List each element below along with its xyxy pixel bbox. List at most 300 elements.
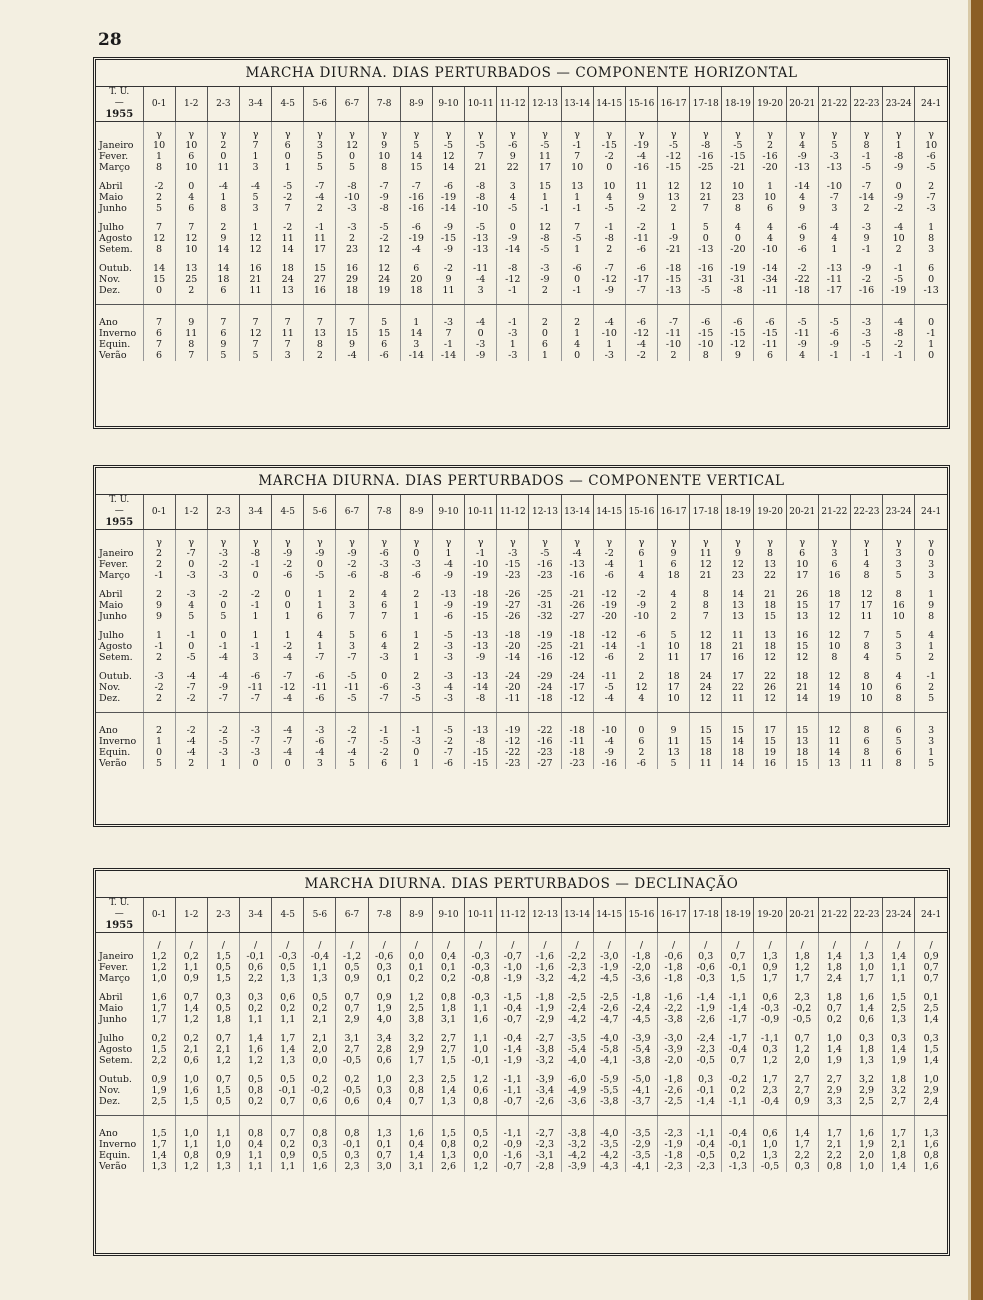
data-cell: -4	[272, 747, 304, 758]
spacer-cell	[690, 704, 722, 713]
data-cell: 5	[143, 203, 175, 214]
data-cell: -1,6	[529, 951, 561, 962]
row-label: Setem.	[96, 244, 143, 255]
data-cell: 5	[658, 630, 690, 641]
data-cell: -0,5	[786, 1014, 818, 1025]
data-cell: 18	[786, 671, 818, 682]
data-cell: -19	[593, 600, 625, 611]
data-cell: 13	[658, 747, 690, 758]
data-cell: 4	[850, 652, 882, 663]
spacer-cell	[754, 305, 786, 318]
data-cell: -7	[239, 736, 271, 747]
data-cell: 0,5	[239, 1074, 271, 1085]
data-cell: -3	[497, 350, 529, 361]
data-cell: 12	[432, 151, 464, 162]
data-cell: 3	[497, 181, 529, 192]
data-cell: 2,7	[786, 1085, 818, 1096]
data-cell: -9	[272, 548, 304, 559]
data-cell: -11	[465, 263, 497, 274]
spacer-cell	[368, 296, 400, 305]
data-cell: -4	[400, 244, 432, 255]
data-cell: -21	[722, 162, 754, 173]
data-cell: 22	[497, 162, 529, 173]
data-cell: -2	[883, 339, 915, 350]
spacer-cell	[304, 713, 336, 726]
data-cell: -24	[497, 671, 529, 682]
data-cell: 5	[883, 570, 915, 581]
data-cell: -34	[754, 274, 786, 285]
data-cell: 6	[272, 140, 304, 151]
header-tu-year	[96, 898, 143, 933]
data-cell: 3,1	[336, 1033, 368, 1044]
data-cell: -0,1	[239, 951, 271, 962]
unit-cell: /	[529, 933, 561, 952]
data-cell: -6	[926, 151, 936, 162]
data-cell: 18	[754, 641, 786, 652]
data-cell: 1,4	[786, 1128, 818, 1139]
data-cell: -1,7	[722, 1014, 754, 1025]
data-cell: -14	[786, 181, 818, 192]
data-cell: -2,5	[593, 992, 625, 1003]
data-cell: -0,8	[465, 973, 497, 984]
data-cell: -4,2	[561, 1150, 593, 1161]
data-cell: -3	[432, 317, 464, 328]
data-cell: -2,4	[690, 1033, 722, 1044]
spacer-cell	[368, 1066, 400, 1074]
data-cell: 3	[883, 559, 915, 570]
spacer-cell	[400, 984, 432, 992]
data-cell: -7	[658, 317, 690, 328]
data-cell: 8	[207, 203, 239, 214]
data-cell: 1	[304, 641, 336, 652]
data-cell: 0,6	[850, 1014, 882, 1025]
data-cell: -10	[658, 339, 690, 350]
spacer-cell	[400, 704, 432, 713]
spacer-cell	[850, 214, 882, 222]
data-cell: 1,3	[923, 1128, 939, 1139]
spacer-cell	[432, 305, 464, 318]
data-cell: 1,6	[239, 1044, 271, 1055]
data-cell: 2	[658, 611, 690, 622]
spacer-cell	[465, 1107, 497, 1116]
data-cell: 14	[207, 244, 239, 255]
data-cell: -6	[497, 140, 529, 151]
data-cell: 9	[786, 233, 818, 244]
spacer-cell	[561, 173, 593, 181]
data-cell: 2	[593, 244, 625, 255]
data-cell: 0,3	[207, 992, 239, 1003]
data-cell: 2	[336, 589, 368, 600]
data-cell: 2,4	[923, 1096, 939, 1107]
data-cell: 3	[304, 758, 336, 769]
spacer-cell	[786, 581, 818, 589]
data-cell: -3	[850, 328, 882, 339]
data-cell: 7	[272, 317, 304, 328]
data-cell: 2,2	[818, 1150, 850, 1161]
row-label: Nov.	[96, 1085, 143, 1096]
data-cell: -3	[432, 641, 464, 652]
data-cell: -5	[336, 671, 368, 682]
data-cell: 0,2	[175, 1033, 207, 1044]
data-cell: 3	[928, 725, 935, 736]
data-cell: 8	[690, 350, 722, 361]
data-cell: 5	[336, 630, 368, 641]
spacer-cell	[850, 296, 882, 305]
spacer-cell	[625, 1066, 657, 1074]
data-cell: -1,8	[625, 951, 657, 962]
row-label: Nov.	[96, 682, 143, 693]
spacer-cell	[207, 305, 239, 318]
data-cell: -2	[143, 181, 175, 192]
data-cell: 1,0	[175, 1128, 207, 1139]
data-cell: 0,8	[304, 1128, 336, 1139]
data-cell: 0	[304, 559, 336, 570]
data-cell: -8	[465, 693, 497, 704]
data-cell: 8	[850, 725, 882, 736]
hour-header: 9-10	[432, 898, 464, 933]
spacer-cell	[915, 713, 947, 726]
data-cell: 1,7	[786, 973, 818, 984]
data-cell: -4,7	[593, 1014, 625, 1025]
data-cell: 8	[928, 611, 935, 622]
book-spine-edge	[971, 0, 983, 1300]
data-cell: -4,3	[593, 1161, 625, 1172]
data-cell: 17	[818, 600, 850, 611]
row-label: Dez.	[96, 1096, 143, 1107]
data-cell: -10	[336, 192, 368, 203]
spacer-cell	[175, 622, 207, 630]
spacer-cell	[754, 1116, 786, 1129]
data-cell: -6	[690, 317, 722, 328]
hour-header: 10-11	[465, 898, 497, 933]
unit-cell: γ	[239, 122, 271, 141]
data-cell: 1,9	[143, 1085, 175, 1096]
data-cell: 8	[850, 747, 882, 758]
data-cell: -8	[239, 548, 271, 559]
data-cell: 1,3	[143, 1161, 175, 1172]
data-cell: -19	[529, 630, 561, 641]
data-cell: -27	[497, 600, 529, 611]
spacer-cell	[207, 704, 239, 713]
header-tu-year	[96, 495, 143, 530]
spacer-cell	[96, 663, 143, 671]
data-cell: 7	[465, 151, 497, 162]
data-cell: 6	[304, 611, 336, 622]
header-tu: T. U.	[109, 898, 130, 908]
data-cell: -1,9	[497, 1055, 529, 1066]
data-cell: 5	[304, 162, 336, 173]
data-cell: 1,2	[754, 1055, 786, 1066]
unit-cell: /	[175, 933, 207, 952]
row-label: Verão	[96, 350, 143, 361]
data-cell: -1	[561, 203, 593, 214]
table-row	[96, 263, 947, 274]
data-cell: 3	[239, 203, 271, 214]
unit-cell: γ	[690, 530, 722, 549]
data-cell: 0,7	[336, 1003, 368, 1014]
spacer-cell	[239, 704, 271, 713]
spacer-cell	[497, 1116, 529, 1129]
spacer-cell	[529, 1066, 561, 1074]
data-cell: 6	[850, 736, 882, 747]
spacer-cell	[593, 1116, 625, 1129]
spacer-cell	[175, 1066, 207, 1074]
data-cell: 21	[786, 682, 818, 693]
table-row	[96, 1085, 947, 1096]
data-cell: 10	[786, 559, 818, 570]
spacer-cell	[336, 663, 368, 671]
data-cell: 0,3	[754, 1044, 786, 1055]
data-cell: 12	[690, 630, 722, 641]
unit-cell: γ	[432, 122, 464, 141]
spacer-cell	[175, 296, 207, 305]
data-cell: 4	[722, 222, 754, 233]
data-cell: -6	[272, 570, 304, 581]
data-cell: 2,0	[786, 1055, 818, 1066]
spacer-cell	[625, 214, 657, 222]
spacer-cell	[529, 713, 561, 726]
table-row	[96, 162, 947, 173]
data-cell: -16	[690, 151, 722, 162]
data-cell: -9	[304, 548, 336, 559]
spacer-cell	[883, 1066, 915, 1074]
data-cell: 0,2	[400, 973, 432, 984]
data-cell: -19	[432, 192, 464, 203]
data-cell: 2	[625, 747, 657, 758]
data-cell: -0,4	[497, 1033, 529, 1044]
hour-header: 20-21	[786, 495, 818, 530]
data-cell: -0,6	[658, 951, 690, 962]
spacer-cell	[754, 296, 786, 305]
page-number: 28	[98, 30, 122, 50]
data-cell: -20	[754, 162, 786, 173]
data-cell: 15	[529, 181, 561, 192]
data-cell: 0,2	[175, 951, 207, 962]
spacer-cell	[207, 214, 239, 222]
data-cell: 9	[658, 725, 690, 736]
row-label: Equin.	[96, 1150, 143, 1161]
spacer-cell	[143, 704, 175, 713]
table-horizontal-component	[93, 57, 950, 429]
data-cell: -19	[400, 233, 432, 244]
data-cell: -2	[272, 222, 304, 233]
data-cell: 5	[928, 693, 935, 704]
unit-cell: γ	[465, 122, 497, 141]
data-cell: 0,5	[272, 1074, 304, 1085]
spacer-cell	[336, 622, 368, 630]
data-cell: 21	[690, 192, 722, 203]
data-cell: -18	[561, 630, 593, 641]
spacer-cell	[722, 984, 754, 992]
hour-header: 6-7	[336, 898, 368, 933]
data-cell: 1,5	[143, 1128, 175, 1139]
data-cell: 3	[883, 641, 915, 652]
data-cell: 3,1	[400, 1161, 432, 1172]
data-cell: 2	[850, 203, 882, 214]
data-cell: -17	[818, 285, 850, 296]
table-row	[96, 1014, 947, 1025]
data-cell: 1	[400, 652, 432, 663]
spacer-cell	[529, 663, 561, 671]
data-cell: 0,9	[175, 973, 207, 984]
data-cell: -9	[432, 600, 464, 611]
spacer-cell	[786, 305, 818, 318]
data-cell: 1,0	[175, 1074, 207, 1085]
unit-cell: γ	[561, 530, 593, 549]
spacer-cell	[818, 622, 850, 630]
spacer-cell	[593, 663, 625, 671]
data-cell: 1,0	[850, 1161, 882, 1172]
spacer-cell	[175, 173, 207, 181]
unit-cell: γ	[143, 122, 175, 141]
spacer-cell	[915, 1066, 947, 1074]
data-cell: -13	[432, 589, 464, 600]
spacer-cell	[96, 305, 143, 318]
spacer-cell	[593, 984, 625, 992]
hour-header: 10-11	[465, 495, 497, 530]
unit-cell: γ	[272, 530, 304, 549]
data-cell: 16	[336, 263, 368, 274]
hour-header: 4-5	[272, 495, 304, 530]
data-cell: 24	[690, 682, 722, 693]
data-cell: 1	[400, 611, 432, 622]
data-cell: -12	[561, 652, 593, 663]
spacer-row	[96, 622, 947, 630]
spacer-cell	[690, 214, 722, 222]
hour-header: 1-2	[175, 87, 207, 122]
spacer-cell	[561, 255, 593, 263]
spacer-cell	[850, 581, 882, 589]
data-cell: 1,3	[272, 973, 304, 984]
hour-header: 18-19	[722, 898, 754, 933]
hour-header: 2-3	[207, 87, 239, 122]
unit-cell: /	[304, 933, 336, 952]
data-cell: 0,5	[207, 1096, 239, 1107]
data-cell: 7	[207, 317, 239, 328]
data-cell: -3	[239, 747, 271, 758]
data-cell: 1,7	[786, 1139, 818, 1150]
data-cell: 18	[690, 747, 722, 758]
data-cell: 16	[239, 263, 271, 274]
data-cell: 5	[690, 222, 722, 233]
data-cell: 1	[529, 350, 561, 361]
data-cell: -3,5	[561, 1033, 593, 1044]
spacer-cell	[883, 214, 915, 222]
spacer-cell	[143, 1116, 175, 1129]
unit-cell: γ	[368, 530, 400, 549]
data-cell: 12	[658, 181, 690, 192]
spacer-cell	[304, 663, 336, 671]
hour-header: 6-7	[336, 87, 368, 122]
spacer-cell	[754, 581, 786, 589]
data-cell: -12	[625, 328, 657, 339]
table-row	[96, 1055, 947, 1066]
data-cell: -0,2	[304, 1085, 336, 1096]
data-cell: -2,2	[658, 1003, 690, 1014]
spacer-cell	[883, 704, 915, 713]
data-cell: 15	[786, 600, 818, 611]
data-cell: 2	[658, 600, 690, 611]
data-cell: 21	[239, 274, 271, 285]
data-cell: 1,3	[304, 973, 336, 984]
data-cell: 2	[625, 652, 657, 663]
spacer-cell	[625, 1107, 657, 1116]
unit-cell: γ	[883, 122, 915, 141]
spacer-cell	[304, 255, 336, 263]
data-cell: -1	[207, 641, 239, 652]
data-cell: 14	[432, 162, 464, 173]
spacer-cell	[239, 255, 271, 263]
unit-cell: γ	[529, 122, 561, 141]
data-cell: 14	[818, 682, 850, 693]
hour-header: 11-12	[497, 495, 529, 530]
data-cell: -7	[400, 181, 432, 192]
spacer-cell	[529, 214, 561, 222]
hour-header: 21-22	[818, 898, 850, 933]
data-cell: 2,5	[883, 1003, 915, 1014]
spacer-cell	[143, 305, 175, 318]
data-cell: -24	[529, 682, 561, 693]
spacer-cell	[561, 305, 593, 318]
row-label: Outub.	[96, 1074, 143, 1085]
data-cell: -3,8	[658, 1014, 690, 1025]
spacer-row	[96, 704, 947, 713]
unit-cell: γ	[928, 129, 934, 140]
spacer-cell	[529, 173, 561, 181]
data-cell: -3	[818, 151, 850, 162]
data-cell: 0,1	[432, 962, 464, 973]
data-cell: -14	[465, 682, 497, 693]
data-cell: 15	[143, 274, 175, 285]
data-cell: -7	[926, 192, 936, 203]
spacer-cell	[593, 296, 625, 305]
data-cell: 12	[625, 682, 657, 693]
spacer-row	[96, 214, 947, 222]
spacer-cell	[529, 305, 561, 318]
data-cell: 2	[143, 589, 175, 600]
data-cell: 1,1	[207, 1128, 239, 1139]
data-cell: 0,7	[207, 1074, 239, 1085]
data-cell: 19	[818, 693, 850, 704]
data-cell: -6	[304, 671, 336, 682]
data-cell: 4	[497, 192, 529, 203]
spacer-cell	[239, 296, 271, 305]
hour-header: 17-18	[690, 495, 722, 530]
spacer-cell	[207, 663, 239, 671]
data-cell: -2,4	[625, 1003, 657, 1014]
data-cell: -14	[497, 244, 529, 255]
data-cell: 1,4	[143, 1150, 175, 1161]
data-cell: -14	[432, 350, 464, 361]
data-cell: 6	[754, 203, 786, 214]
data-cell: 14	[400, 328, 432, 339]
data-cell: 0,1	[923, 992, 939, 1003]
data-cell: -3	[529, 263, 561, 274]
data-cell: -4	[432, 559, 464, 570]
data-cell: -0,9	[754, 1014, 786, 1025]
spacer-cell	[143, 713, 175, 726]
data-cell: 11	[207, 162, 239, 173]
row-label: Junho	[96, 1014, 143, 1025]
data-cell: -3,5	[625, 1128, 657, 1139]
spacer-cell	[368, 663, 400, 671]
data-cell: 2,5	[850, 1096, 882, 1107]
table-row	[96, 992, 947, 1003]
spacer-cell	[754, 704, 786, 713]
spacer-cell	[304, 173, 336, 181]
data-cell: 0	[497, 222, 529, 233]
data-cell: -9	[207, 682, 239, 693]
